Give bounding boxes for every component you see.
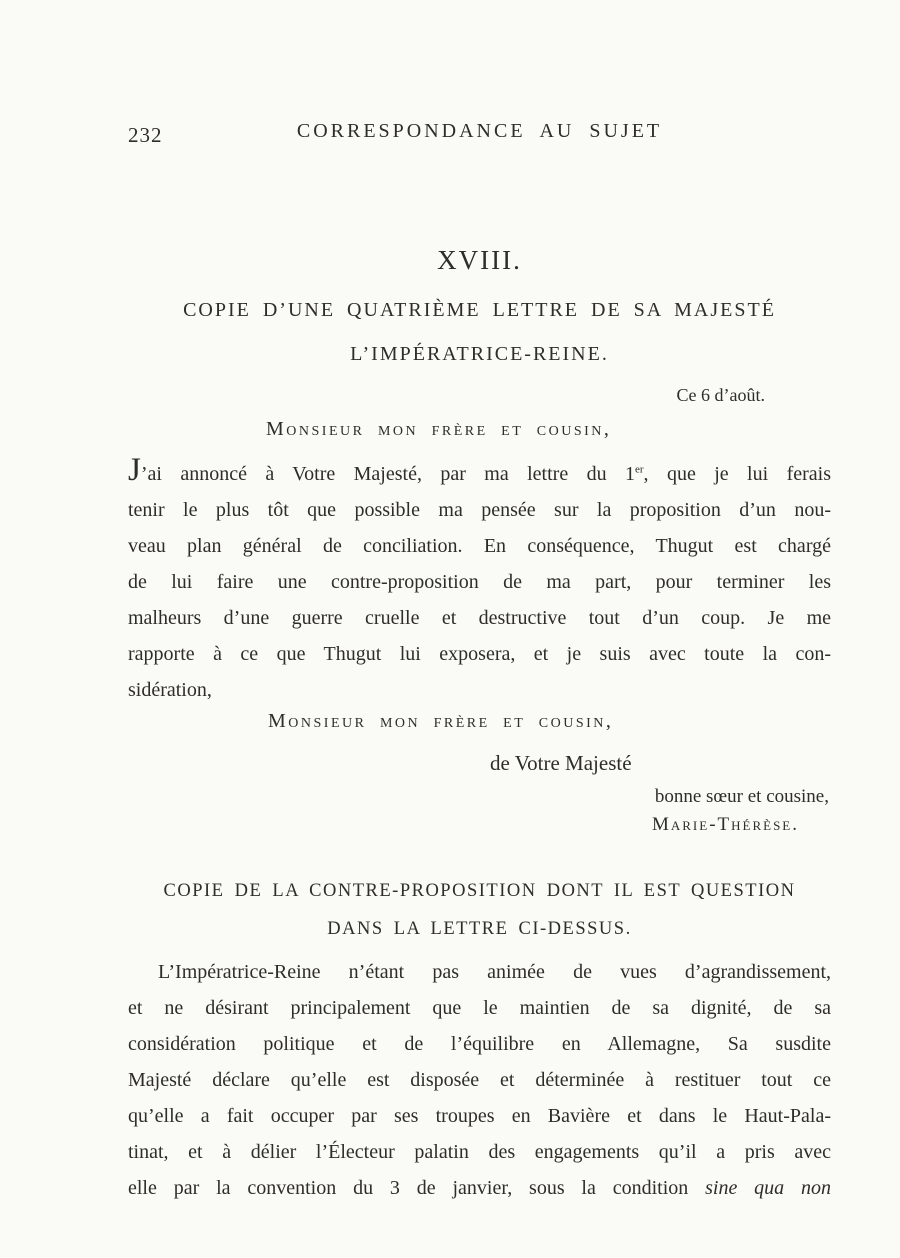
page-number: 232 — [128, 123, 163, 147]
closing-line-2: bonne sœur et cousine, — [654, 786, 829, 807]
paragraph-line-4: de lui faire une contre-proposition de ma part, pour terminer les — [128, 571, 831, 593]
italic-phrase: sine qua non — [705, 1177, 832, 1199]
paragraph-line-7: sidération, — [128, 679, 212, 701]
page-header — [128, 120, 831, 147]
section-title-line1: COPIE D’UNE QUATRIÈME LETTRE DE SA MAJESTÉ — [183, 299, 776, 321]
closing-salutation: Monsieur mon frère et cousin, — [268, 710, 614, 732]
contre-proposition-heading — [128, 872, 831, 948]
paragraph-line-1 — [128, 452, 831, 492]
cp-paragraph-line-4: Majesté déclare qu’elle est disposée et déterminée à restituer tout ce — [128, 1069, 831, 1091]
paragraph-line-5: malheurs d’une guerre cruelle et destructive tout d’un coup. Je me — [128, 607, 831, 629]
line1-number: 1 — [625, 463, 635, 485]
contre-proposition-heading-line1: COPIE DE LA CONTRE-PROPOSITION DONT IL EST QUESTION — [163, 881, 796, 901]
closing-line-1: de Votre Majesté — [490, 751, 632, 775]
signature: Marie-Thérèse. — [651, 814, 799, 835]
cp-paragraph-line-1: L’Impératrice-Reine n’étant pas animée de vues d’agrandissement, — [158, 961, 831, 983]
cp-paragraph-line-7 — [128, 1170, 831, 1206]
line1-pre: ’ai annoncé à Votre Majesté, par ma lettre du — [140, 463, 625, 485]
contre-proposition-paragraph — [128, 954, 831, 1206]
drop-initial: J — [128, 452, 141, 488]
line7-pre: elle par la convention du 3 de janvier, sous la condition — [128, 1177, 706, 1199]
letter-paragraph — [128, 452, 831, 708]
cp-paragraph-line-6: tinat, et à délier l’Électeur palatin des engagements qu’il a pris avec — [128, 1141, 831, 1163]
paragraph-line-6: rapporte à ce que Thugut lui exposera, et je suis avec toute la con- — [128, 643, 831, 665]
section-title — [128, 288, 831, 376]
cp-paragraph-line-5: qu’elle a fait occuper par ses troupes en Bavière et dans le Haut-Pala- — [128, 1105, 831, 1127]
text-column — [128, 0, 831, 1206]
salutation: Monsieur mon frère et cousin, — [266, 418, 612, 440]
cp-paragraph-line-2: et ne désirant principalement que le maintien de sa dignité, de sa — [128, 997, 831, 1019]
contre-proposition-heading-line2: DANS LA LETTRE CI-DESSUS. — [327, 919, 632, 939]
cp-paragraph-line-3: considération politique et de l’équilibre en Allemagne, Sa susdite — [128, 1033, 831, 1055]
section-title-line2: L’IMPÉRATRICE-REINE. — [350, 343, 609, 365]
line1-post: , que je lui ferais — [643, 463, 831, 485]
dateline: Ce 6 d’août. — [676, 385, 765, 405]
running-header: CORRESPONDANCE AU SUJET — [296, 120, 663, 142]
ordinal-superscript: er — [635, 463, 644, 476]
paragraph-line-2: tenir le plus tôt que possible ma pensée sur la proposition d’un nou- — [128, 499, 831, 521]
section-numeral: XVIII. — [437, 245, 522, 275]
paragraph-line-3: veau plan général de conciliation. En conséquence, Thugut est chargé — [128, 535, 831, 557]
